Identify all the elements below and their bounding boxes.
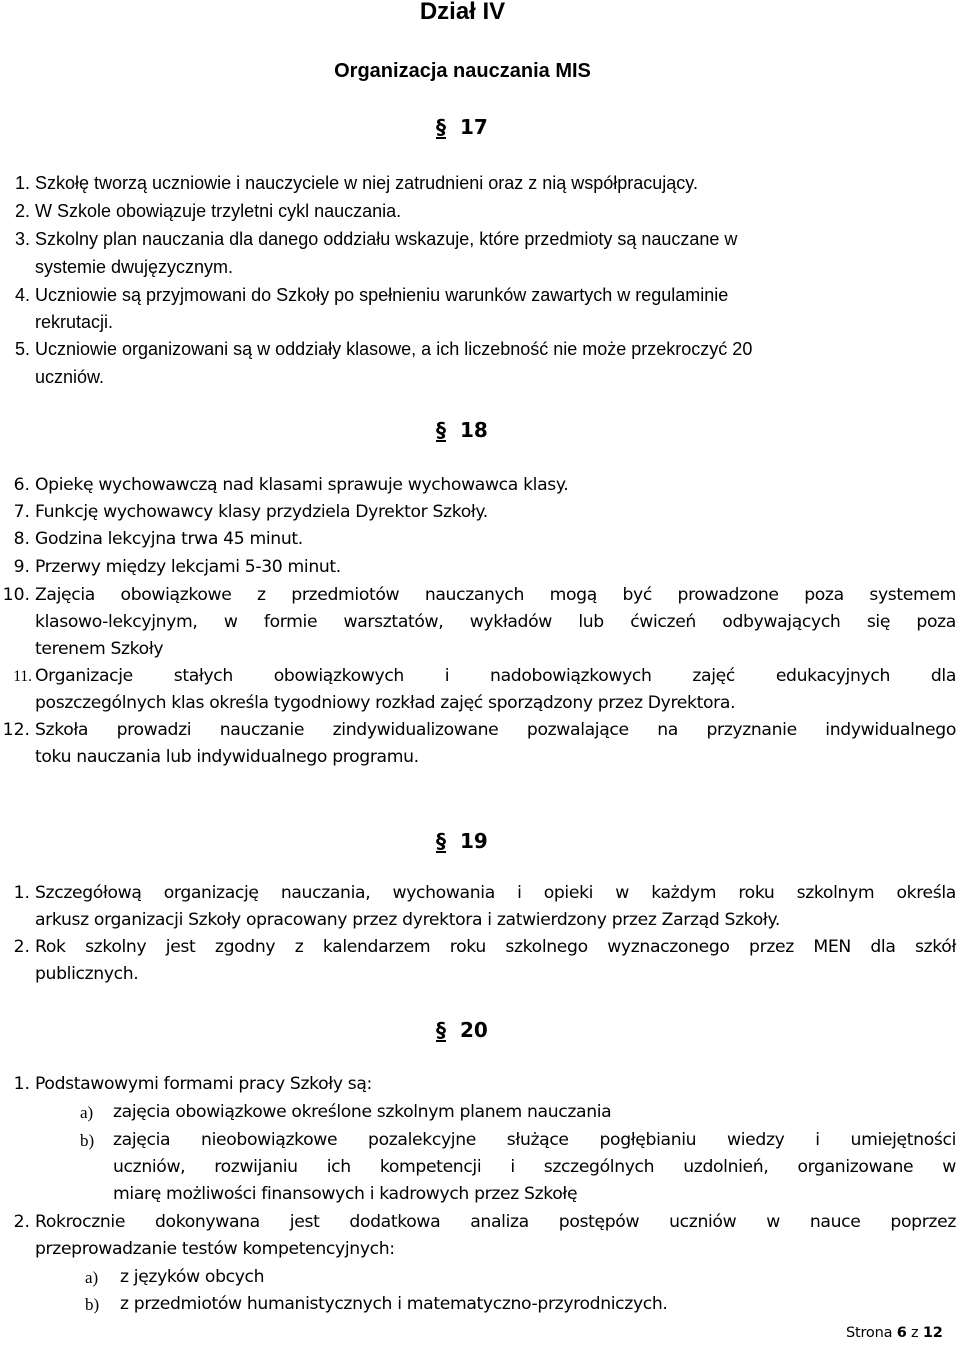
sub-item: zajęcia obowiązkowe określone szkolnym planem nauczania [113, 1102, 612, 1122]
section-number: 18 [460, 418, 488, 442]
list-item: Zajęcia obowiązkowe z przedmiotów nauczanych mogą być prowadzone poza systemem [35, 585, 956, 605]
section-heading-19 [436, 829, 488, 853]
list-item: Uczniowie są przyjmowani do Szkoły po spełnieniu warunków zawartych w regulaminie [35, 285, 729, 305]
sub-item: z języków obcych [120, 1267, 265, 1287]
list-item-continuation: klasowo-lekcyjnym, w formie warsztatów, wykładów lub ćwiczeń odbywających się poza [35, 612, 956, 632]
list-number: 1. [13, 883, 30, 903]
list-item: Podstawowymi formami pracy Szkoły są: [35, 1074, 373, 1094]
list-item-continuation: arkusz organizacji Szkoły opracowany przez dyrektora i zatwierdzony przez Zarząd Szkoły. [35, 910, 780, 930]
list-item-continuation: przeprowadzanie testów kompetencyjnych: [35, 1239, 395, 1259]
page-footer [846, 1325, 943, 1341]
sub-item: zajęcia nieobowiązkowe pozalekcyjne służące pogłębianiu wiedzy i umiejętności [113, 1130, 956, 1150]
list-item: W Szkole obowiązuje trzyletni cykl nauczania. [35, 201, 402, 221]
list-number: 9. [13, 557, 30, 577]
list-number: 7. [13, 502, 30, 522]
footer-label: Strona [846, 1325, 893, 1341]
section-heading-18 [436, 418, 488, 442]
list-item-continuation: publicznych. [35, 964, 139, 984]
sub-item-continuation: uczniów, rozwijaniu ich kompetencji i szczególnych uzdolnień, organizowane w [113, 1157, 956, 1177]
list-item: Szczegółową organizację nauczania, wychowania i opieki w każdym roku szkolnym określa [35, 883, 956, 903]
list-item-continuation: toku nauczania lub indywidualnego programu. [35, 747, 419, 767]
list-item-continuation: uczniów. [35, 367, 105, 387]
list-number: 1. [13, 1074, 30, 1094]
section-symbol: § [436, 115, 446, 139]
list-number: 10. [2, 585, 30, 605]
footer-total-pages: 12 [922, 1325, 943, 1341]
list-item: Godzina lekcyjna trwa 45 minut. [35, 529, 303, 549]
list-item: Opiekę wychowawczą nad klasami sprawuje wychowawca klasy. [35, 475, 569, 495]
list-number: 1. [14, 173, 30, 193]
list-item: Szkolny plan nauczania dla danego oddziału wskazuje, które przedmioty są nauczane w [35, 229, 738, 249]
sub-item-continuation: miarę możliwości finansowych i kadrowych przez Szkołę [113, 1184, 578, 1204]
section-symbol: § [436, 829, 446, 853]
sub-item: z przedmiotów humanistycznych i matematyczno-przyrodniczych. [120, 1294, 668, 1314]
list-item-continuation: terenem Szkoły [35, 639, 164, 659]
list-number: 8. [13, 529, 30, 549]
list-item: Rokrocznie dokonywana jest dodatkowa analiza postępów uczniów w nauce poprzez [35, 1212, 956, 1232]
list-item: Rok szkolny jest zgodny z kalendarzem roku szkolnego wyznaczonego przez MEN dla szkół [35, 937, 956, 957]
list-number: 11. [13, 668, 32, 685]
list-item: Organizacje stałych obowiązkowych i nadobowiązkowych zajęć edukacyjnych dla [35, 666, 956, 686]
list-number: 2. [14, 201, 30, 221]
list-item: Uczniowie organizowani są w oddziały klasowe, a ich liczebność nie może przekroczyć 20 [35, 339, 753, 359]
list-item-continuation: poszczególnych klas określa tygodniowy rozkład zajęć sporządzony przez Dyrektora. [35, 693, 736, 713]
sub-item-letter: b) [80, 1131, 95, 1150]
list-number: 6. [13, 475, 30, 495]
sub-item-letter: b) [85, 1295, 100, 1314]
list-number: 5. [14, 339, 30, 359]
section-heading-20 [436, 1018, 488, 1042]
list-number: 3. [14, 229, 30, 249]
section-symbol: § [436, 418, 446, 442]
footer-page-number: 6 [896, 1325, 907, 1341]
list-item-continuation: rekrutacji. [35, 312, 114, 332]
section-heading-17 [436, 115, 488, 139]
section-symbol: § [436, 1018, 446, 1042]
list-number: 12. [2, 720, 30, 740]
sub-item-letter: a) [85, 1268, 99, 1287]
list-number: 4. [14, 285, 30, 305]
list-item-continuation: systemie dwujęzycznym. [35, 257, 234, 277]
section-number: 19 [460, 829, 488, 853]
footer-of: z [911, 1325, 919, 1341]
list-item: Funkcję wychowawcy klasy przydziela Dyrektor Szkoły. [35, 502, 488, 522]
list-item: Szkoła prowadzi nauczanie zindywidualizowane pozwalające na przyznanie indywidualnego [35, 720, 956, 740]
list-number: 2. [13, 937, 30, 957]
list-item: Szkołę tworzą uczniowie i nauczyciele w niej zatrudnieni oraz z nią współpracujący. [35, 173, 698, 193]
section-number: 17 [460, 115, 488, 139]
section-number: 20 [460, 1018, 488, 1042]
chapter-subtitle: Organizacja nauczania MIS [334, 60, 591, 82]
sub-item-letter: a) [80, 1103, 94, 1122]
chapter-title: Dział IV [419, 0, 506, 25]
list-item: Przerwy między lekcjami 5-30 minut. [35, 557, 341, 577]
list-number: 2. [13, 1212, 30, 1232]
